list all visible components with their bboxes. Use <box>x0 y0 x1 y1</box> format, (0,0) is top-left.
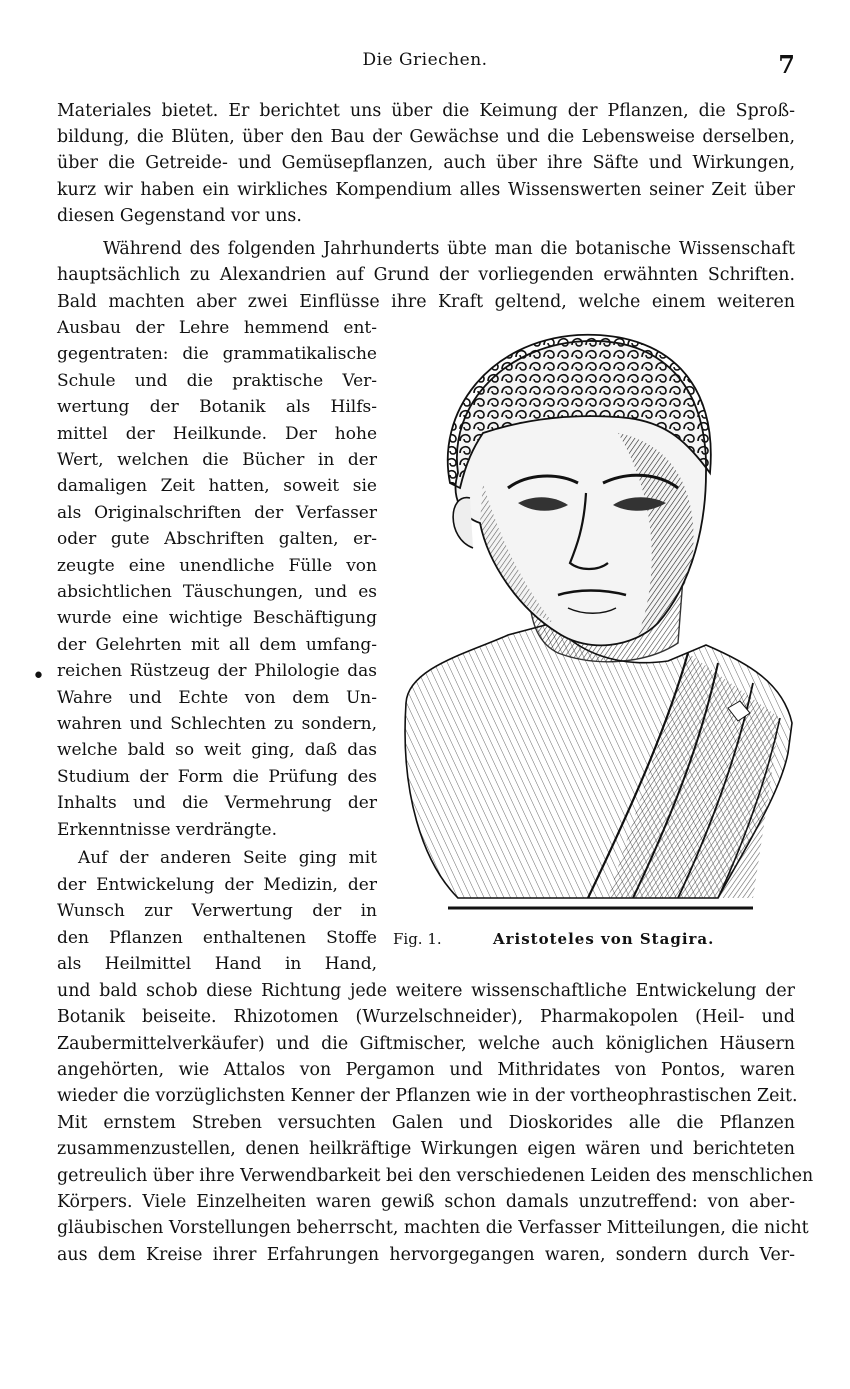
text-line: bildung, die Blüten, über den Bau der Gewächse und die Lebensweise derselben, <box>57 127 795 147</box>
text-line: Körpers. Viele Einzelheiten waren gewiß schon damals unzutreffend: von aber- <box>57 1192 795 1212</box>
text-line: Ausbau der Lehre hemmend ent- <box>57 318 377 338</box>
text-line: den Pflanzen enthaltenen Stoffe <box>57 928 377 948</box>
bust-engraving <box>388 323 800 923</box>
text-line: der Entwickelung der Medizin, der <box>57 875 377 895</box>
text-line: wurde eine wichtige Beschäftigung <box>57 608 377 628</box>
text-line: hauptsächlich zu Alexandrien auf Grund der vorliegenden erwähnten Schriften. <box>57 265 795 285</box>
stray-mark: • <box>32 664 45 689</box>
text-line: damaligen Zeit hatten, soweit sie <box>57 476 377 496</box>
text-line: Bald machten aber zwei Einflüsse ihre Kraft geltend, welche einem weiteren <box>57 292 795 312</box>
text-line: reichen Rüstzeug der Philologie das <box>57 661 377 681</box>
text-line: welche bald so weit ging, daß das <box>57 740 377 760</box>
text-line: Materiales bietet. Er berichtet uns über die Keimung der Pflanzen, die Sproß- <box>57 101 795 121</box>
text-line: gegentraten: die grammatikalische <box>57 344 377 364</box>
text-line: Studium der Form die Prüfung des <box>57 767 377 787</box>
text-line: Zaubermittelverkäufer) und die Giftmischer, welche auch königlichen Häusern <box>57 1034 795 1054</box>
text-line: Erkenntnisse verdrängte. <box>57 820 277 840</box>
text-line: zeugte eine unendliche Fülle von <box>57 556 377 576</box>
text-line: als Originalschriften der Verfasser <box>57 503 377 523</box>
text-line: Während des folgenden Jahrhunderts übte man die botanische Wissenschaft <box>103 239 795 259</box>
text-line: oder gute Abschriften galten, er- <box>57 529 377 549</box>
figure-caption: Aristoteles von Stagira. <box>493 930 715 948</box>
text-line: Wert, welchen die Bücher in der <box>57 450 377 470</box>
text-line: zusammenzustellen, denen heilkräftige Wirkungen eigen wären und berichteten <box>57 1139 795 1159</box>
text-line: absichtlichen Täuschungen, und es <box>57 582 377 602</box>
text-line: als Heilmittel Hand in Hand, <box>57 954 377 974</box>
text-line: der Gelehrten mit all dem umfang- <box>57 635 377 655</box>
text-line: diesen Gegenstand vor uns. <box>57 206 302 226</box>
text-line: wahren und Schlechten zu sondern, <box>57 714 377 734</box>
text-line: wertung der Botanik als Hilfs- <box>57 397 377 417</box>
page-number: 7 <box>778 50 795 79</box>
running-head: Die Griechen. <box>362 50 488 70</box>
text-line: Wahre und Echte von dem Un- <box>57 688 377 708</box>
text-line: getreulich über ihre Verwendbarkeit bei den verschiedenen Leiden des menschlichen <box>57 1166 814 1186</box>
text-line: aus dem Kreise ihrer Erfahrungen hervorgegangen waren, sondern durch Ver- <box>57 1245 795 1265</box>
text-line: Mit ernstem Streben versuchten Galen und Dioskorides alle die Pflanzen <box>57 1113 795 1133</box>
figure-bust-illustration <box>388 323 800 923</box>
text-line: Auf der anderen Seite ging mit <box>78 848 377 868</box>
text-line: Schule und die praktische Ver- <box>57 371 377 391</box>
text-line: wieder die vorzüglichsten Kenner der Pflanzen wie in der vortheophrastischen Zeit. <box>57 1086 798 1106</box>
text-line: Wunsch zur Verwertung der in <box>57 901 377 921</box>
text-line: und bald schob diese Richtung jede weitere wissenschaftliche Entwickelung der <box>57 981 795 1001</box>
text-line: kurz wir haben ein wirkliches Kompendium alles Wissenswerten seiner Zeit über <box>57 180 795 200</box>
figure-number: Fig. 1. <box>393 930 442 948</box>
text-line: über die Getreide- und Gemüsepflanzen, auch über ihre Säfte und Wirkungen, <box>57 153 795 173</box>
text-line: angehörten, wie Attalos von Pergamon und Mithridates von Pontos, waren <box>57 1060 795 1080</box>
text-line: mittel der Heilkunde. Der hohe <box>57 424 377 444</box>
text-line: Botanik beiseite. Rhizotomen (Wurzelschneider), Pharmakopolen (Heil- und <box>57 1007 795 1027</box>
text-line: gläubischen Vorstellungen beherrscht, machten die Verfasser Mitteilungen, die nicht <box>57 1218 809 1238</box>
text-line: Inhalts und die Vermehrung der <box>57 793 377 813</box>
